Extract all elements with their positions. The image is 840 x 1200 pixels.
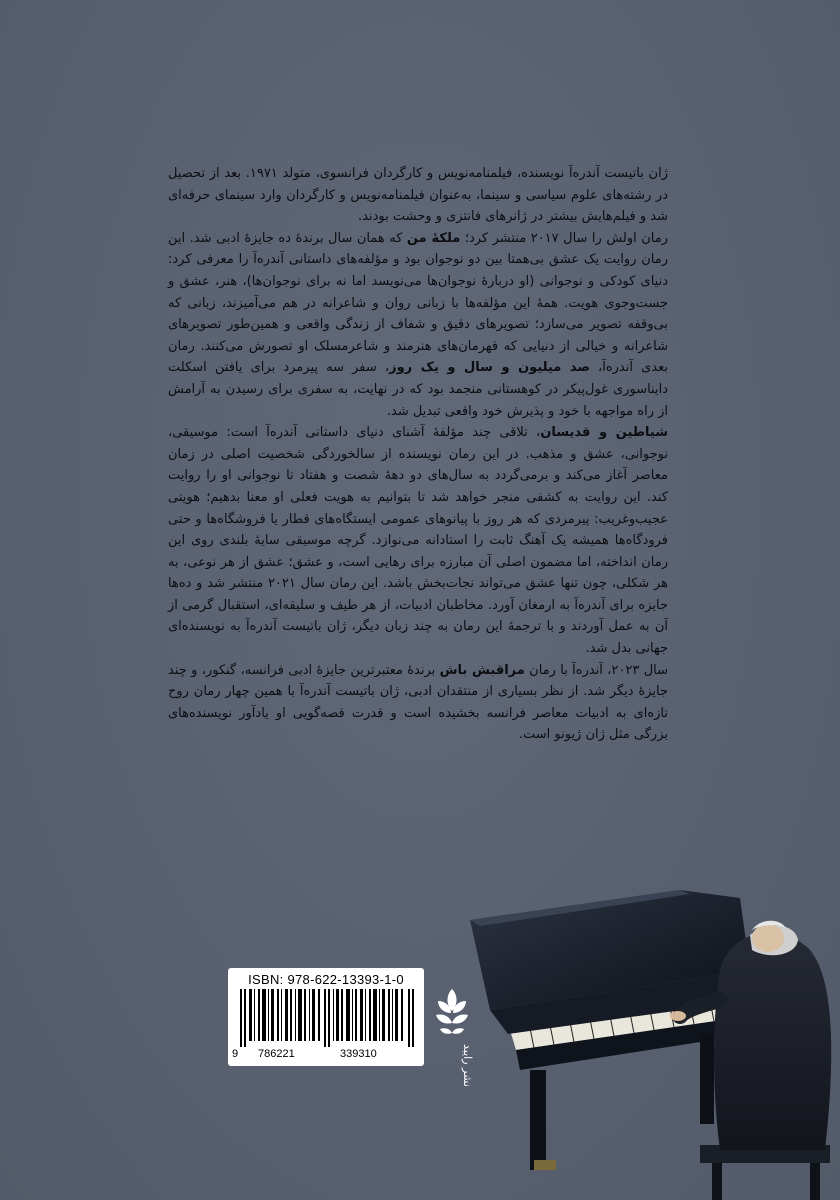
first-novels-paragraph (168, 228, 668, 422)
book-blurb (168, 163, 668, 746)
text-run: برندهٔ معتبرترین جایزهٔ ادبی فرانسه، گنکور، و چند جایزهٔ دیگر شد. از نظر بسیاری از منتقدان ادبی، ژان باتیست آندره‌آ با همین چهار رمان روح تازه‌ای به ادبیات معاصر فرانسه بخشیده است و قدرت قصه‌گویی او یادآور نویسنده‌های بزرگی مثل ژان ژیونو است. (168, 662, 668, 743)
isbn-barcode (228, 968, 424, 1066)
novel-title-my-queen: ملکهٔ من (406, 230, 461, 246)
barcode-digits-left: 786221 (258, 1048, 295, 1060)
barcode-digits (228, 1048, 424, 1064)
novel-title-hundred-million: صد میلیون و سال و یک روز (389, 360, 590, 376)
novel-title-watch-over-her: مراقبش باش (439, 662, 525, 678)
novel-title-devils-saints: شیاطین و قدیسان (540, 425, 668, 441)
text-run: رمان اولش را سال ۲۰۱۷ منتشر کرد؛ (460, 230, 668, 246)
barcode-bars (240, 989, 414, 1047)
text-run: سال ۲۰۲۳، آندره‌آ با رمان (524, 662, 668, 678)
author-bio-paragraph: ژان باتیست آندره‌آ نویسنده، فیلمنامه‌نویس و کارگردان فرانسوی، متولد ۱۹۷۱. بعد از تحصیل در رشته‌های علوم سیاسی و سینما، به‌عنوان فیلمنامه‌نویس و کارگردان وارد سینمای حرفه‌ای شد و فیلم‌هایش بیشتر در ژانرهای فانتزی و وحشت بودند. (168, 166, 668, 225)
devils-saints-paragraph (168, 422, 668, 660)
pianist-illustration (450, 820, 840, 1200)
text-run: ، سفر سه پیرمرد برای یافتن اسکلت دایناسوری غول‌پیکر در کوهستانی منجمد بود که در نهایت، به سفری برای رسیدن به آرامش از راه مواجهه با خود و پذیرش خود واقعی تبدیل شد. (168, 360, 668, 419)
text-run: ، تلاقی چند مؤلفهٔ آشنای دنیای داستانی آندره‌آ است: موسیقی، نوجوانی، عشق و مذهب. در این رمان نویسنده از سالخوردگی شخصیت اصلی در زمان معاصر آغاز می‌کند و برمی‌گردد به سال‌های دو دههٔ شصت و هفتاد تا نوجوانی او را روایت کند. این روایت به کشفی منجر خواهد شد تا بتوانیم به هویت فعلی او معنا بدهیم؛ هویتی عجیب‌وغریب: پیرمردی که هر روز با پیانوهای عمومی ایستگاه‌های قطار یا فروشگاه‌ها و حتی فرودگاه‌ها همیشه یک آهنگ ثابت را استادانه می‌نوازد. گرچه موسیقی سایهٔ بلندی روی این رمان انداخته، اما مضمون اصلی آن مبارزه برای رهایی است، و عشق؛ عشق از هر نوعی، به هر شکلی، چون تنها عشق می‌تواند نجات‌بخش باشد. این رمان سال ۲۰۲۱ منتشر شد و ده‌ها جایزه برای آندره‌آ به ارمغان آورد. مخاطبان ادبیات، از هر طیف و سلیقه‌ای، استقبال گرمی از آن به عمل آوردند و با ترجمهٔ این رمان به چند زبان دیگر، ژان باتیست آندره‌آ به نویسنده‌ای جهانی بدل شد. (168, 425, 668, 657)
barcode-digits-right: 339310 (340, 1048, 377, 1060)
barcode-digit-prefix: 9 (232, 1048, 239, 1060)
isbn-number: ISBN: 978-622-13393-1-0 (248, 972, 404, 987)
goncourt-paragraph (168, 660, 668, 746)
publisher-name: نشر رایبد (461, 1044, 474, 1087)
text-run: که همان سال برندهٔ ده جایزهٔ ادبی شد. این رمان روایت یک عشق بی‌همتا بین دو نوجوان بود و مؤلفه‌های داستانی آندره‌آ را معرفی کرد: دنیای کودکی و نوجوانی (او دربارهٔ نوجوان‌ها می‌نویسد اما نه برای نوجوان‌ها)، هنر، عشق و جست‌وجوی هویت. همهٔ این مؤلفه‌ها با زبانی روان و شاعرانه در هم می‌آمیزند، زبانی که بی‌وقفه تصویر می‌سازد؛ تصویرهای دقیق و شفاف از زندگی واقعی و همین‌طور تصویرهای شاعرانه و خیالی از دنیایی که قهرمان‌های هنرمند و شاعرمسلک او تصورش می‌کنند. رمان بعدی آندره‌آ، (168, 230, 668, 376)
